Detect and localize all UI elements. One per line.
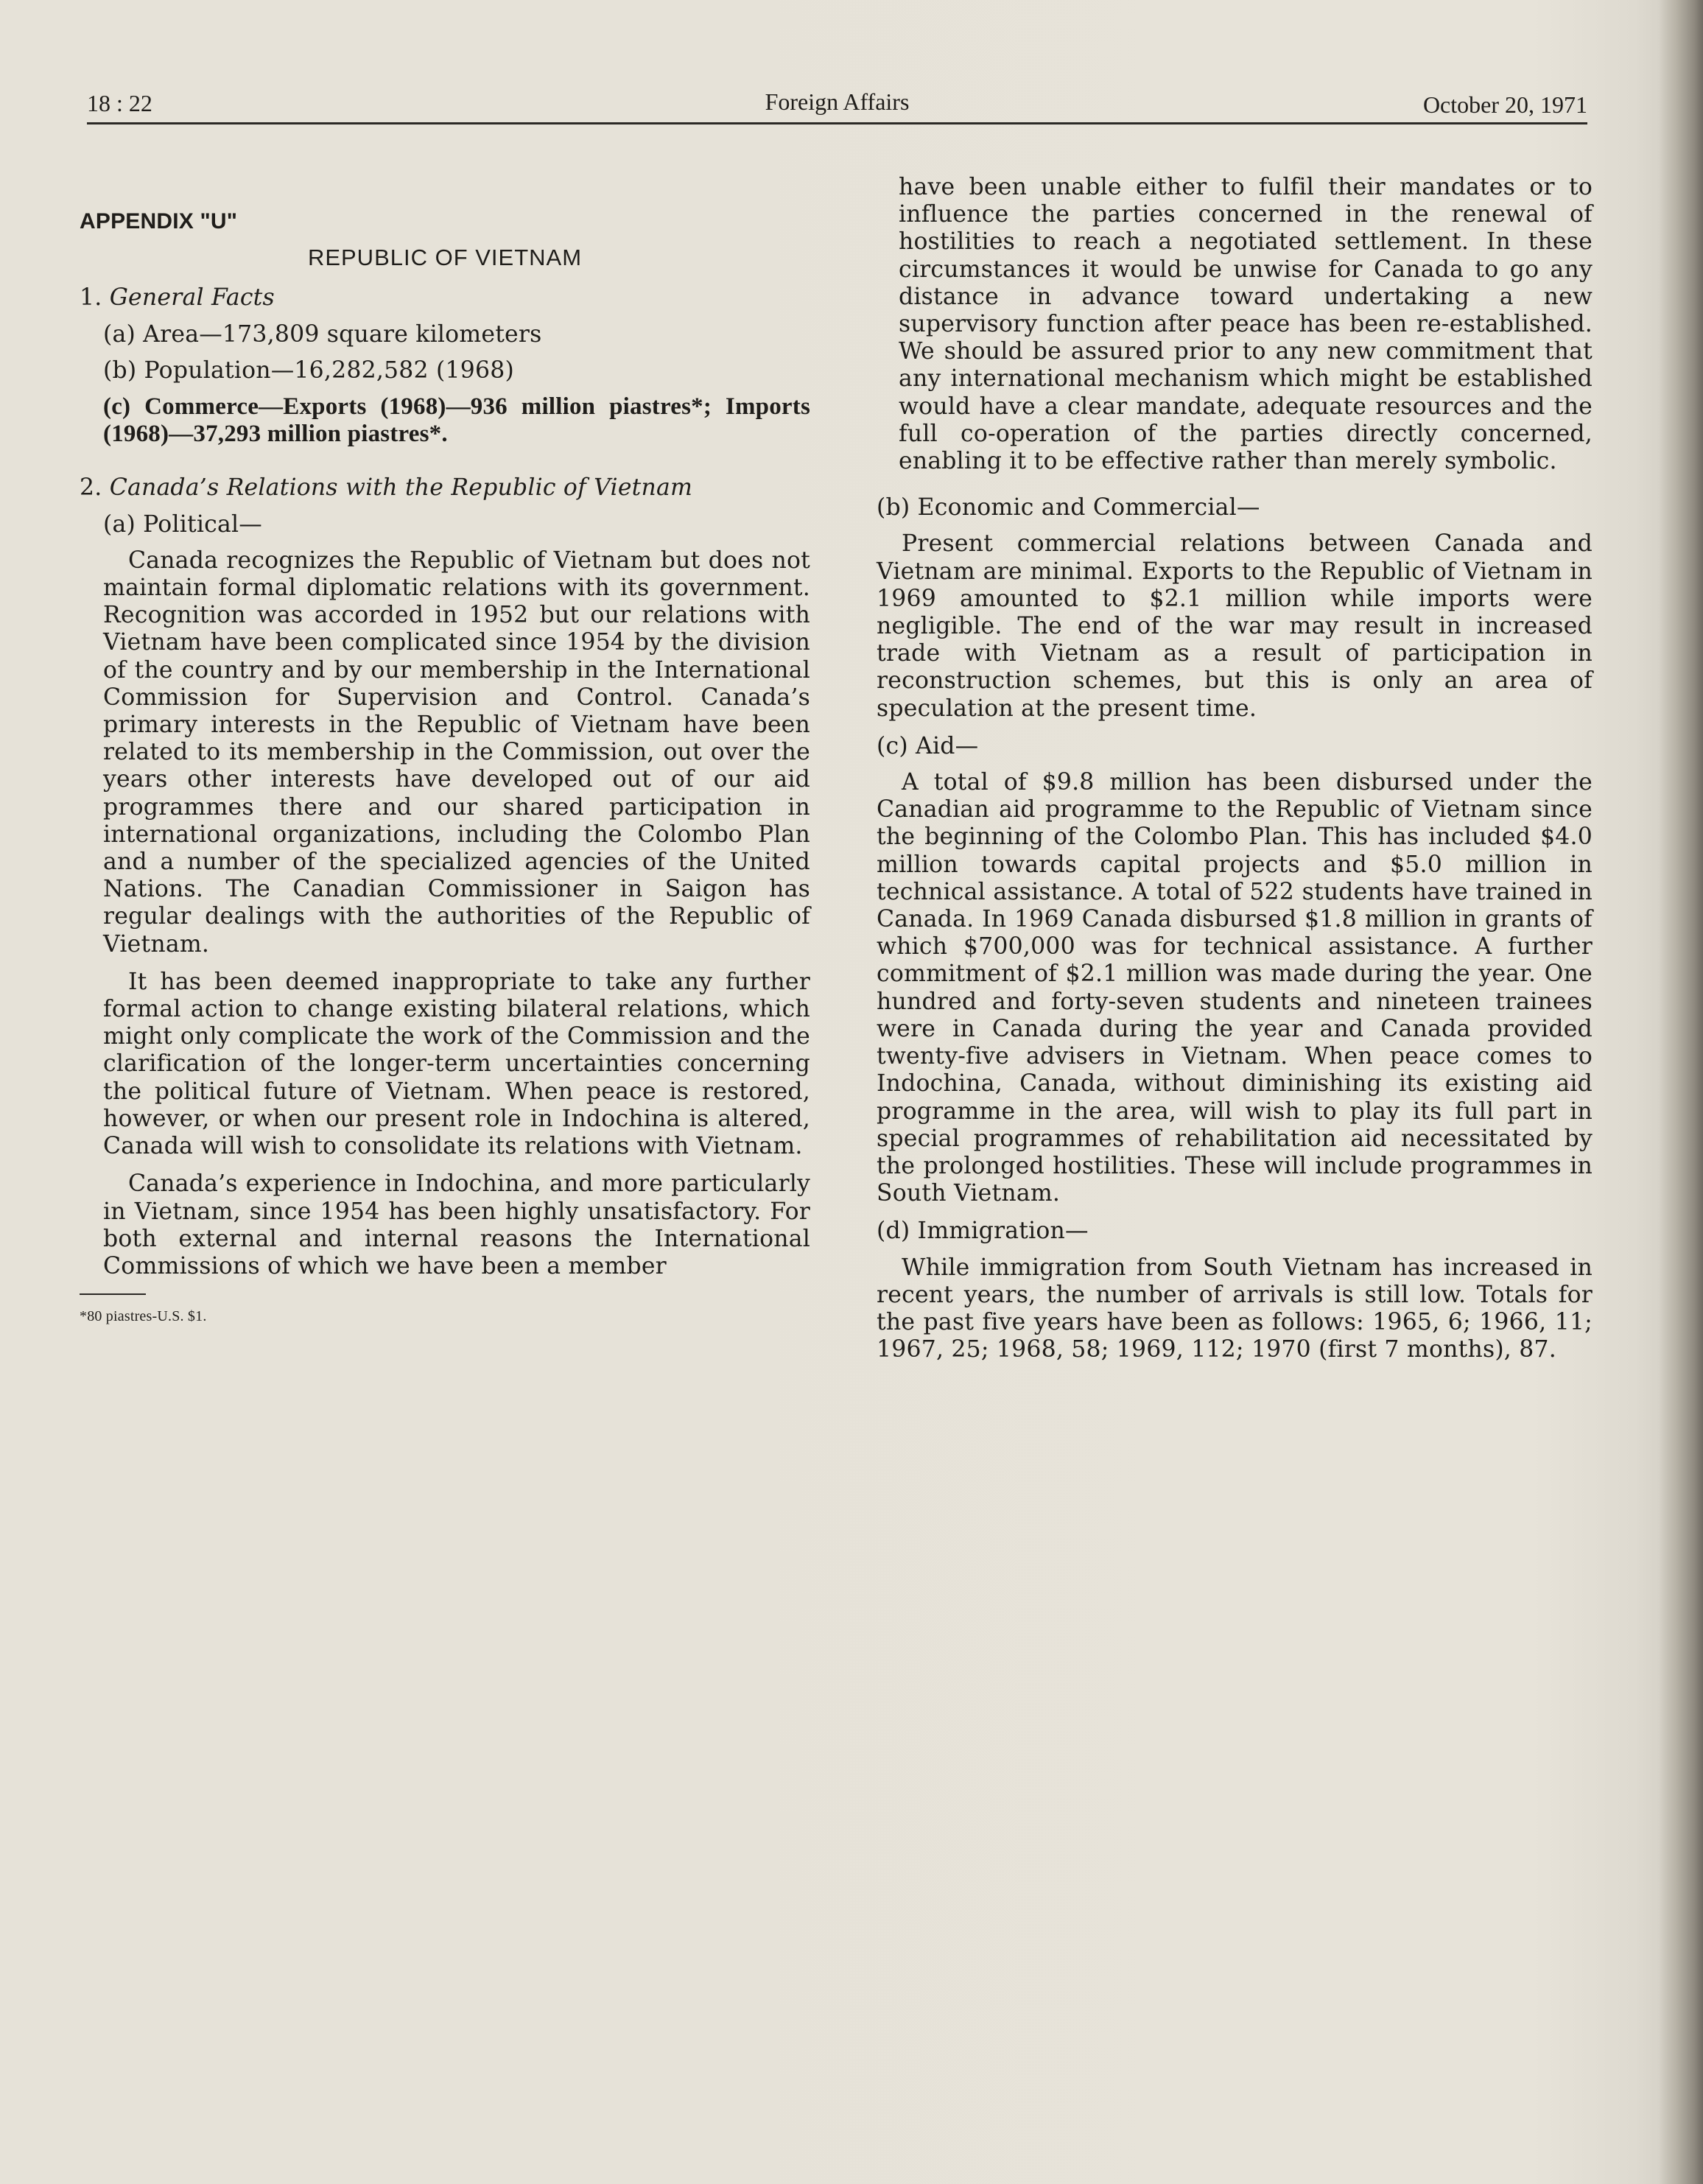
section-2-number: 2. — [80, 474, 102, 502]
section-2-heading — [80, 474, 810, 502]
appendix-label: APPENDIX "U" — [80, 209, 238, 234]
section-1-number: 1. — [80, 284, 102, 312]
political-paragraph-2: It has been deemed inappropriate to take any further formal action to change existing bilateral relations, which might only complicate the work of the Commission and the clarification of the longer-term uncertainties concerning the political future of Vietnam. When peace is restored, however, or when our present role in Indochina is altered, Canada will wish to consolidate its relations with Vietnam. — [103, 968, 810, 1160]
political-paragraph-3: Canada’s experience in Indochina, and more particularly in Vietnam, since 1954 has been highly unsatisfactory. For both external and internal reasons the International Commissions of which we have been a member — [103, 1170, 810, 1279]
page-number: 18 : 22 — [87, 90, 152, 116]
footnote-rule — [80, 1293, 146, 1295]
aid-paragraph: A total of $9.8 million has been disbursed under the Canadian aid programme to the Republic of Vietnam since the beginning of the Colombo Plan. This has included $4.0 million towards capital projects and $5.0 million in technical assistance. A total of 522 students have trained in Canada. In 1969 Canada disbursed $1.8 million in grants of which $700,000 was for technical assistance. A further commitment of $2.1 million was made during the year. One hundred and forty-seven students and nineteen trainees were in Canada during the year and Canada provided twenty-five advisers in Vietnam. When peace comes to Indochina, Canada, without diminishing its existing aid programme in the area, will wish to play its full part in special programmes of rehabilitation aid necessitated by the prolonged hostilities. These will include programmes in South Vietnam. — [877, 769, 1593, 1207]
section-2-title: Canada’s Relations with the Republic of Vietnam — [109, 474, 693, 502]
footnote: *80 piastres-U.S. $1. — [80, 1308, 207, 1325]
header-rule — [87, 122, 1587, 124]
right-column — [875, 174, 1593, 1363]
fact-population: (b) Population—16,282,582 (1968) — [103, 357, 514, 384]
book-spine-shadow — [1659, 0, 1703, 2184]
continued-paragraph: have been unable either to fulfil their mandates or to influence the parties concerned in the renewal of hostilities to reach a negotiated settlement. In these circumstances it would be unwise for Canada to go any distance in advance toward undertaking a new supervisory function after peace has been re-established. We should be assured prior to any new commitment that any international mechanism which might be established would have a clear mandate, adequate resources and the full co-operation of the parties directly concerned, enabling it to be effective rather than merely symbolic. — [899, 174, 1593, 475]
header-date: October 20, 1971 — [1422, 91, 1587, 118]
immigration-heading: (d) Immigration— — [877, 1218, 1089, 1245]
country-heading: REPUBLIC OF VIETNAM — [307, 245, 583, 271]
fact-commerce: (c) Commerce—Exports (1968)—936 million piastres*; Imports (1968)—37,293 million piastres*. — [103, 393, 810, 448]
fact-area: (a) Area—173,809 square kilometers — [103, 320, 542, 348]
section-1-title: General Facts — [109, 284, 275, 312]
economic-paragraph: Present commercial relations between Canada and Vietnam are minimal. Exports to the Republic of Vietnam in 1969 amounted to $2.1 million while imports were negligible. The end of the war may result in increased trade with Vietnam as a result of participation in reconstruction schemes, but this is only an area of speculation at the present time. — [877, 530, 1593, 722]
immigration-paragraph: While immigration from South Vietnam has increased in recent years, the number of arrivals is still low. Totals for the past five years have been as follows: 1965, 6; 1966, 11; 1967, 25; 1968, 58; 1969, 112; 1970 (first 7 months), 87. — [877, 1254, 1593, 1363]
aid-heading: (c) Aid— — [877, 732, 979, 759]
political-heading: (a) Political— — [103, 510, 262, 538]
publication-title: Foreign Affairs — [765, 88, 910, 115]
economic-heading: (b) Economic and Commercial— — [877, 494, 1260, 522]
left-column — [80, 208, 810, 1326]
section-1-heading — [80, 284, 810, 312]
political-paragraph-1: Canada recognizes the Republic of Vietnam but does not maintain formal diplomatic relations with its government. Recognition was accorded in 1952 but our relations with Vietnam have been complicated since 1954 by the division of the country and by our membership in the International Commission for Supervision and Control. Canada’s primary interests in the Republic of Vietnam have been related to its membership in the Commission, out over the years other interests have developed out of our aid programmes there and our shared participation in international organizations, including the Colombo Plan and a number of the specialized agencies of the United Nations. The Canadian Commissioner in Saigon has regular dealings with the authorities of the Republic of Vietnam. — [103, 547, 810, 958]
